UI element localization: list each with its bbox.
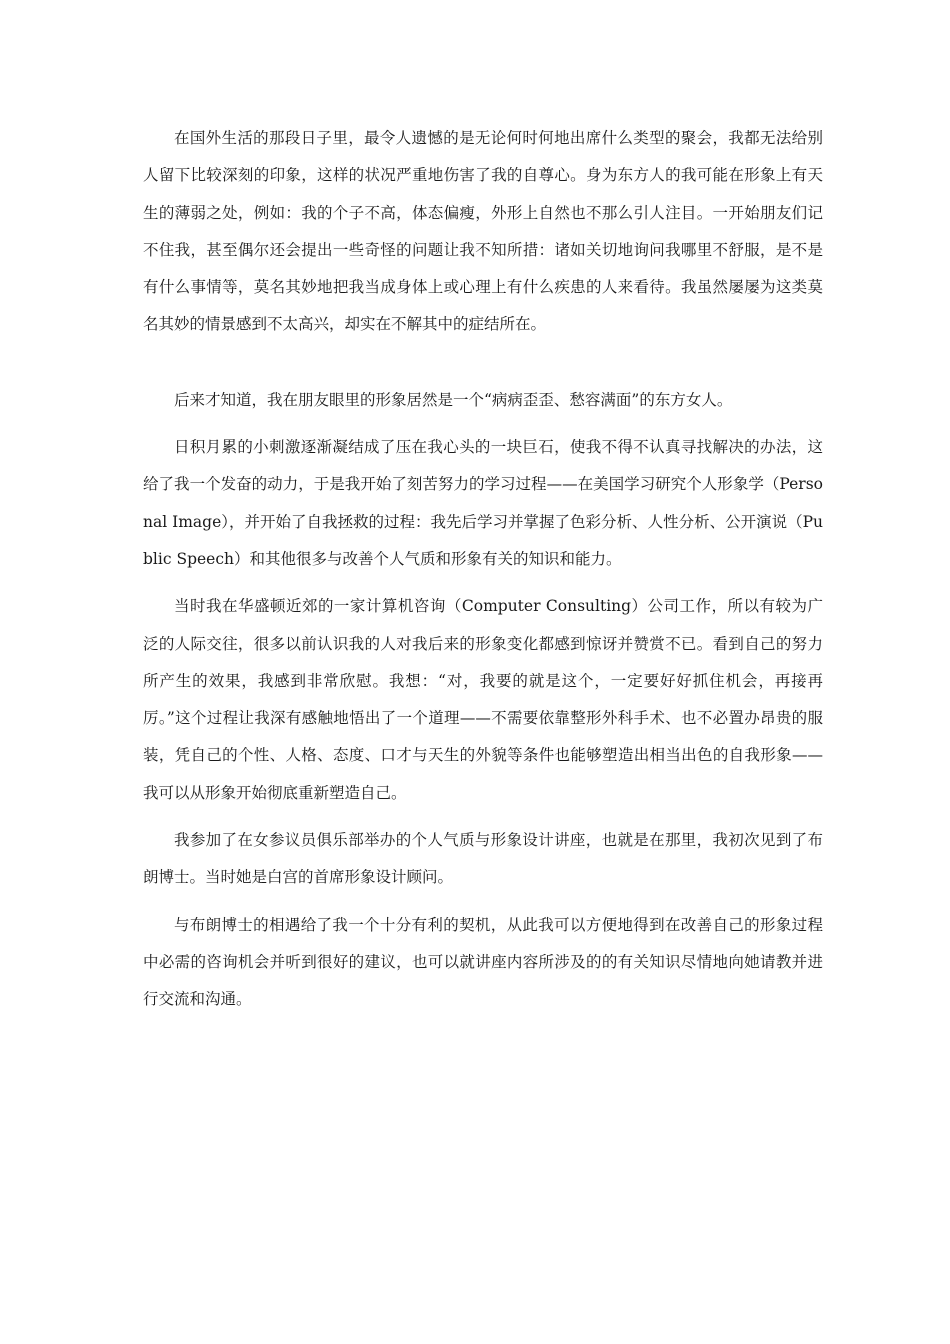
paragraph-6: 与布朗博士的相遇给了我一个十分有利的契机，从此我可以方便地得到在改善自己的形象过程中必需的咨询机会并听到很好的建议，也可以就讲座内容所涉及的的有关知识尽情地向她请教并进行交流和沟通。	[143, 915, 823, 1009]
paragraph-5: 我参加了在女参议员俱乐部举办的个人气质与形象设计讲座，也就是在那里，我初次见到了布朗博士。当时她是白宫的首席形象设计顾问。	[143, 831, 823, 887]
paragraph-3: 日积月累的小刺激逐渐凝结成了压在我心头的一块巨石，使我不得不认真寻找解决的办法，这给了我一个发奋的动力，于是我开始了刻苦努力的学习过程——在美国学习研究个人形象学（Personal Image），并开始了自我拯救的过程：我先后学习并掌握了色彩分析、人性分析、公开演说（Public Speech）和其他很多与改善个人气质和形象有关的知识和能力。	[143, 438, 823, 568]
document-body	[143, 120, 823, 1019]
paragraph-2: 后来才知道，我在朋友眼里的形象居然是一个“病病歪歪、愁容满面”的东方女人。	[174, 390, 733, 409]
paragraph-spacer	[143, 344, 823, 382]
paragraph-4: 当时我在华盛顿近郊的一家计算机咨询（Computer Consulting）公司工作，所以有较为广泛的人际交往，很多以前认识我的人对我后来的形象变化都感到惊讶并赞赏不已。看到自己的努力所产生的效果，我感到非常欣慰。我想：“对，我要的就是这个，一定要好好抓住机会，再接再厉。”这个过程让我深有感触地悟出了一个道理——不需要依靠整形外科手术、也不必置办昂贵的服装，凭自己的个性、人格、态度、口才与天生的外貌等条件也能够塑造出相当出色的自我形象——我可以从形象开始彻底重新塑造自己。	[143, 597, 823, 802]
paragraph-1: 在国外生活的那段日子里，最令人遗憾的是无论何时何地出席什么类型的聚会，我都无法给别人留下比较深刻的印象，这样的状况严重地伤害了我的自尊心。身为东方人的我可能在形象上有天生的薄弱之处，例如：我的个子不高，体态偏瘦，外形上自然也不那么引人注目。一开始朋友们记不住我，甚至偶尔还会提出一些奇怪的问题让我不知所措：诸如关切地询问我哪里不舒服，是不是有什么事情等，莫名其妙地把我当成身体上或心理上有什么疾患的人来看待。我虽然屡屡为这类莫名其妙的情景感到不太高兴，却实在不解其中的症结所在。	[143, 129, 823, 334]
paragraph-spacer	[143, 578, 823, 588]
paragraph-spacer	[143, 897, 823, 907]
paragraph-spacer	[143, 419, 823, 429]
paragraph-spacer	[143, 812, 823, 822]
